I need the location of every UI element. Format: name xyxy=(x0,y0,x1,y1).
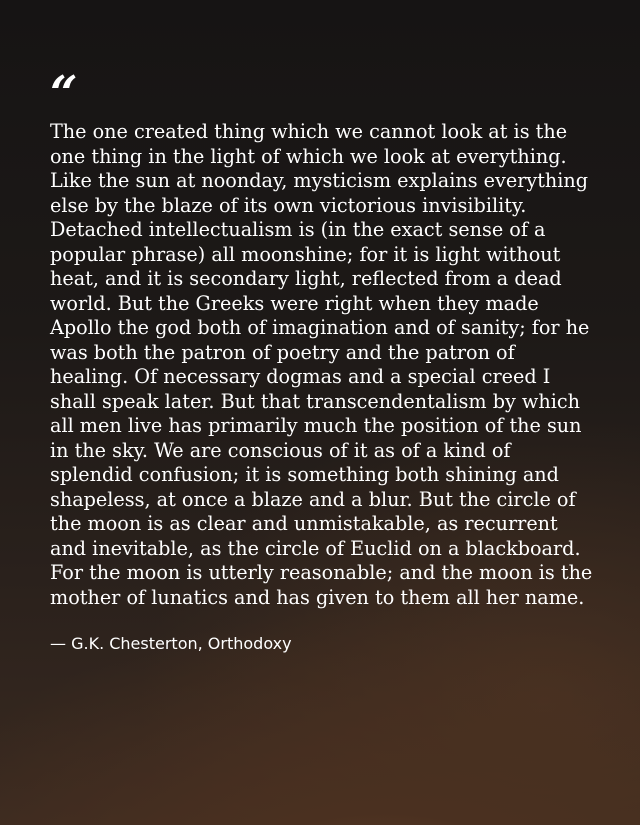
quote-text: The one created thing which we cannot look at is the one thing in the light of which we look at everything. Like the sun at noonday, mysticism explains everything else by the blaze of its own victorious invisibility. Detached intellectualism is (in the exact sense of a popular phrase) all moonshine; for it is light without heat, and it is secondary light, reflected from a dead world. But the Greeks were right when they made Apollo the god both of imagination and of sanity; for he was both the patron of poetry and the patron of healing. Of necessary dogmas and a special creed I shall speak later. But that transcendentalism by which all men live has primarily much the position of the sun in the sky. We are conscious of it as of a kind of splendid confusion; it is something both shining and shapeless, at once a blaze and a blur. But the circle of the moon is as clear and unmistakable, as recurrent and inevitable, as the circle of Euclid on a blackboard. For the moon is utterly reasonable; and the moon is the mother of lunatics and has given to them all her name. xyxy=(50,120,593,609)
quote-mark-icon: “ xyxy=(50,66,78,122)
quote-attribution: — G.K. Chesterton, Orthodoxy xyxy=(50,634,292,653)
quote-card xyxy=(50,66,598,654)
